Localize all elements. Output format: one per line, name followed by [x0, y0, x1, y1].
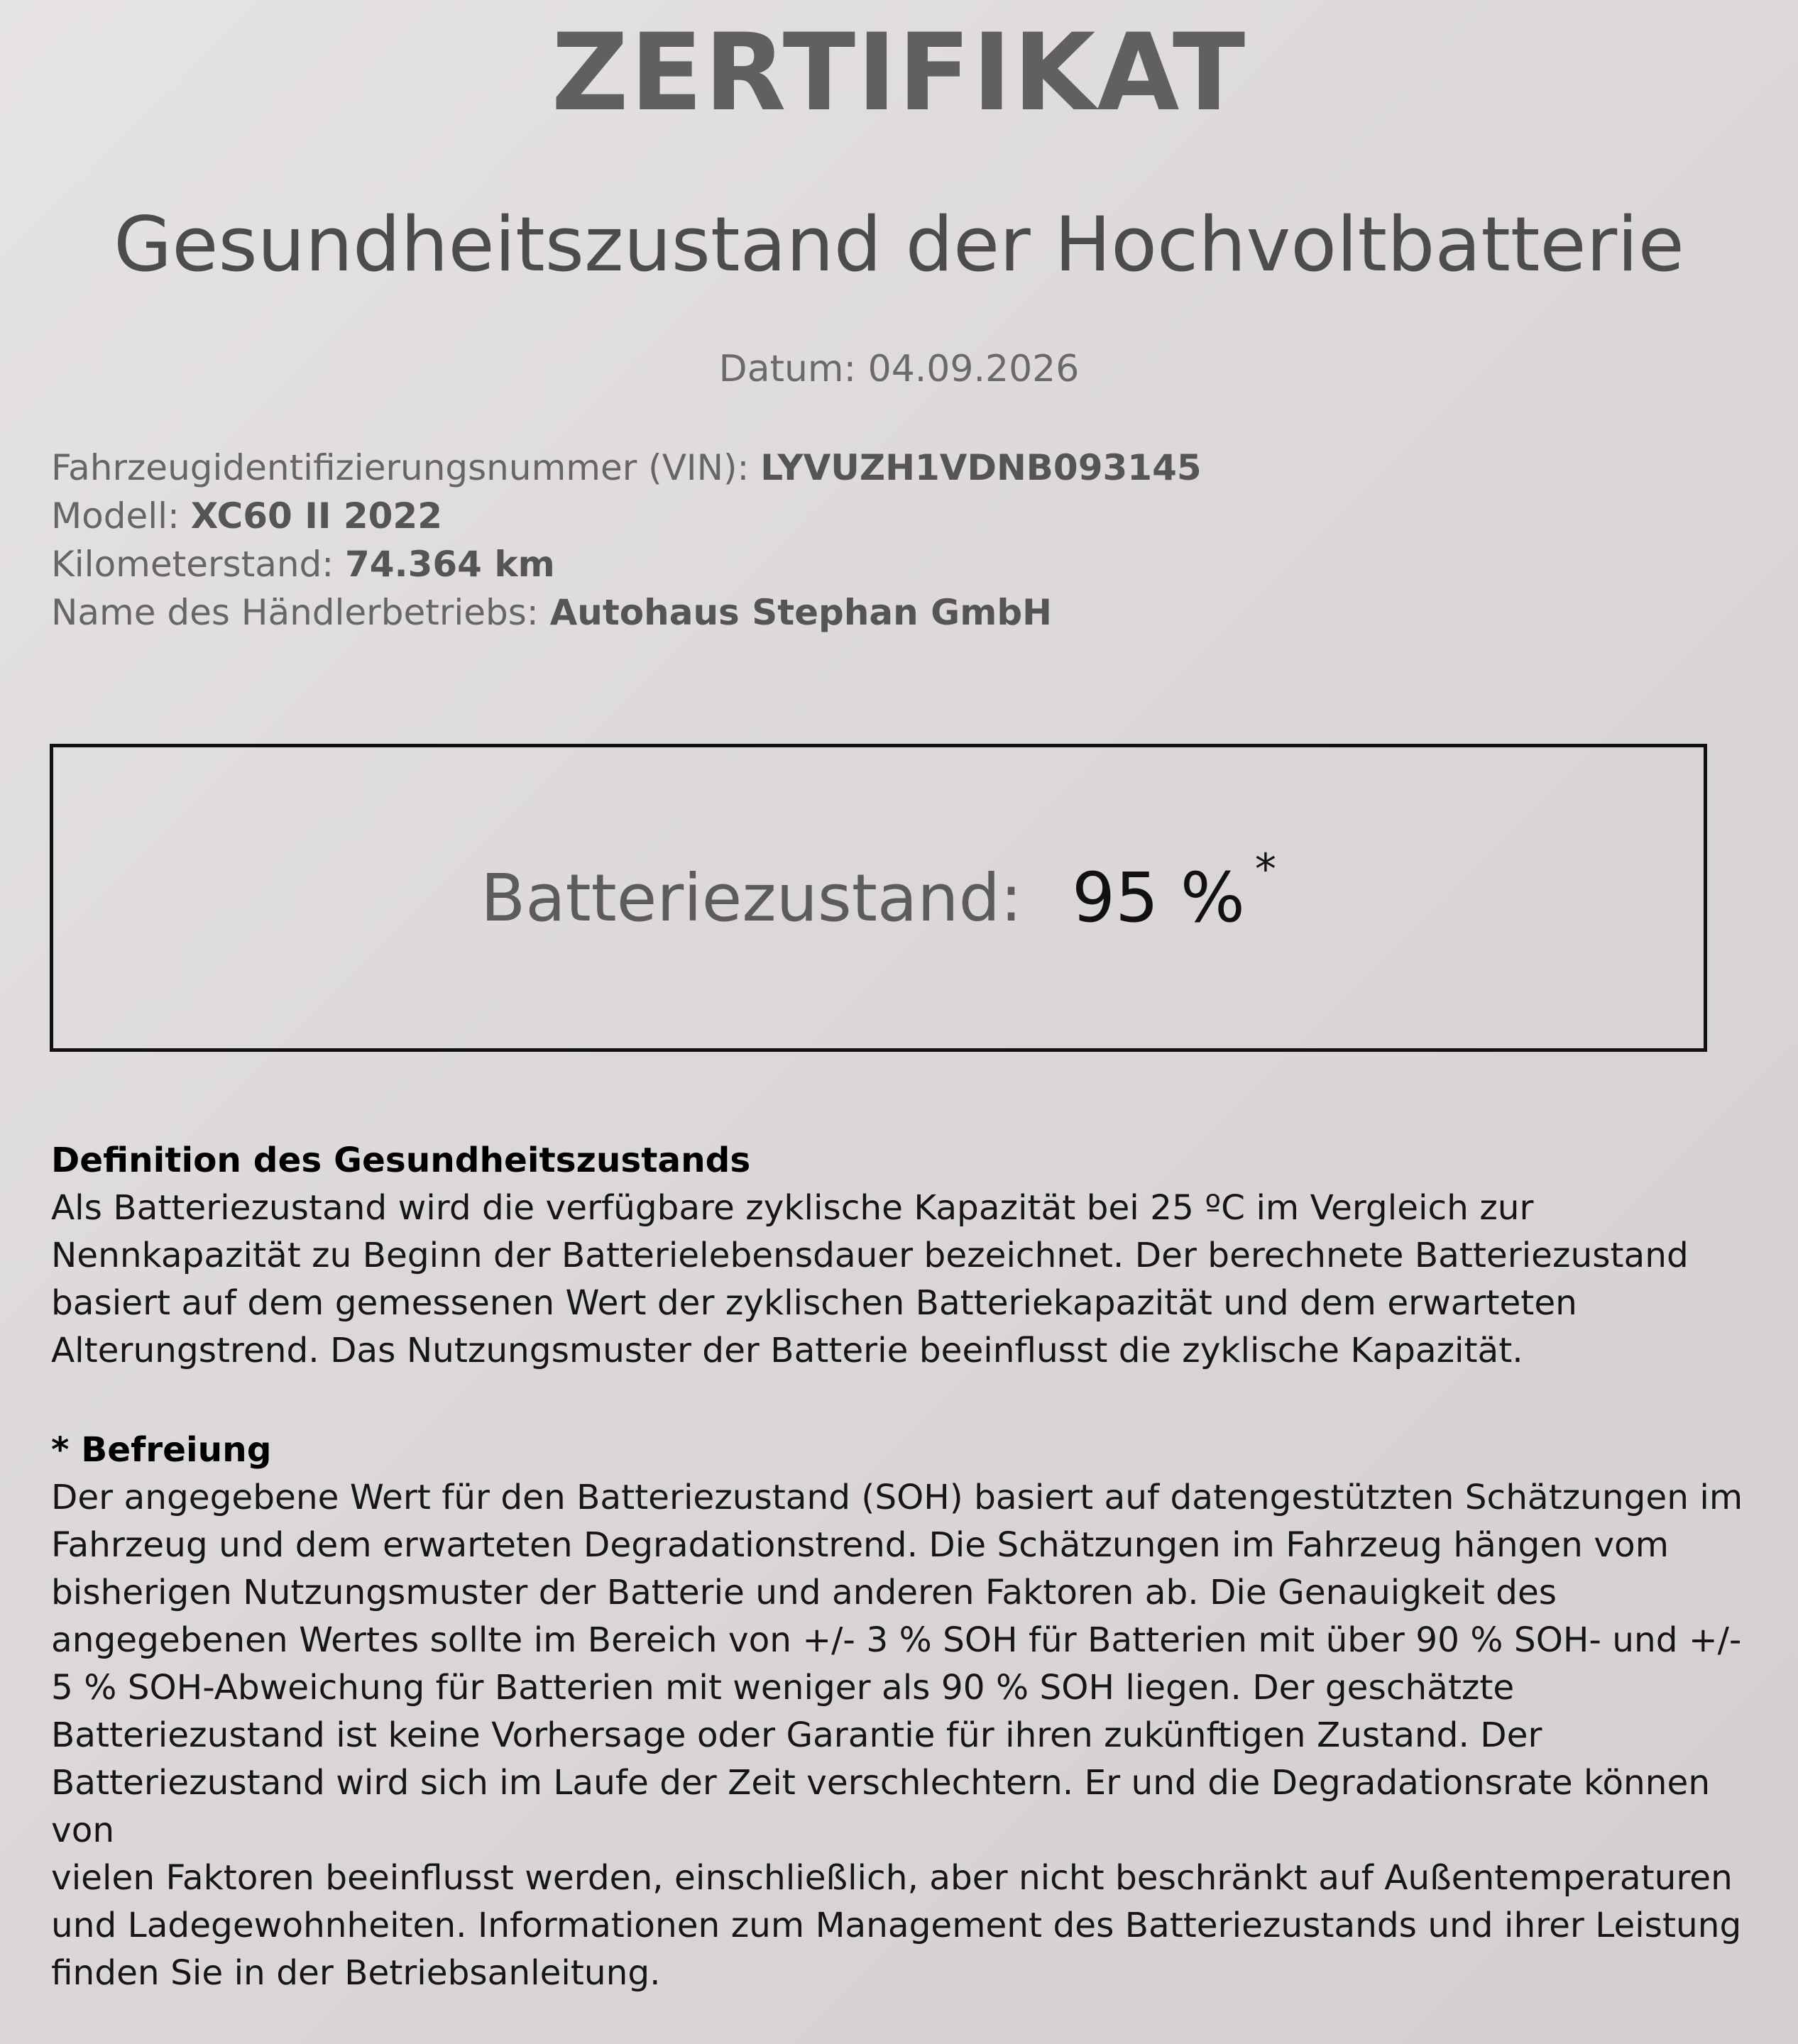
battery-health-label: Batteriezustand: — [481, 859, 1023, 936]
exemption-line: Fahrzeug und dem erwarteten Degradationstrend. Die Schätzungen im Fahrzeug hängen vom — [51, 1525, 1669, 1565]
exemption-line: finden Sie in der Betriebsanleitung. — [51, 1953, 661, 1993]
battery-health-box — [50, 744, 1707, 1052]
model-label: Modell: — [51, 495, 191, 537]
vin-value: LYVUZH1VDNB093145 — [760, 447, 1202, 488]
certificate-date: Datum: 04.09.2026 — [718, 348, 1080, 390]
dealer-value: Autohaus Stephan GmbH — [549, 592, 1052, 633]
definition-line: basiert auf dem gemessenen Wert der zyklischen Batteriekapazität und dem erwarteten — [51, 1283, 1577, 1323]
vehicle-info — [51, 444, 1202, 637]
exemption-line: Batteriezustand wird sich im Laufe der Zeit verschlechtern. Er und die Degradationsrate können von — [51, 1763, 1711, 1850]
exemption-line: Der angegebene Wert für den Batteriezustand (SOH) basiert auf datengestützten Schätzungen im — [51, 1478, 1743, 1517]
exemption-line: 5 % SOH-Abweichung für Batterien mit weniger als 90 % SOH liegen. Der geschätzte — [51, 1668, 1515, 1708]
exemption-line: bisherigen Nutzungsmuster der Batterie und anderen Faktoren ab. Die Genauigkeit des — [51, 1573, 1557, 1612]
definition-section — [51, 1137, 1776, 1375]
footnote-marker: * — [1254, 845, 1276, 894]
model-row — [51, 492, 1202, 540]
battery-health-content — [53, 747, 1704, 1048]
definition-line: Alterungstrend. Das Nutzungsmuster der Batterie beeinflusst die zyklische Kapazität. — [51, 1331, 1523, 1370]
definition-line: Als Batteriezustand wird die verfügbare zyklische Kapazität bei 25 ºC im Vergleich zur — [51, 1188, 1534, 1228]
exemption-heading: * Befreiung — [51, 1430, 272, 1470]
model-value: XC60 II 2022 — [190, 495, 442, 537]
certificate-title: ZERTIFIKAT — [551, 11, 1247, 135]
definition-heading: Definition des Gesundheitszustands — [51, 1141, 751, 1180]
dealer-label: Name des Händlerbetriebs: — [51, 592, 550, 633]
definition-line: Nennkapazität zu Beginn der Batterielebensdauer bezeichnet. Der berechnete Batteriezustand — [51, 1236, 1689, 1275]
exemption-line: und Ladegewohnheiten. Informationen zum Management des Batteriezustands und ihrer Leistung — [51, 1906, 1742, 1945]
exemption-line: angegebenen Wertes sollte im Bereich von +/- 3 % SOH für Batterien mit über 90 % SOH- und +/- — [51, 1620, 1742, 1660]
vin-label: Fahrzeugidentifizierungsnummer (VIN): — [51, 447, 761, 488]
exemption-line: vielen Faktoren beeinflusst werden, einschließlich, aber nicht beschränkt auf Außentemperaturen — [51, 1858, 1733, 1898]
mileage-value: 74.364 km — [345, 544, 555, 585]
certificate-subtitle: Gesundheitszustand der Hochvoltbatterie — [114, 201, 1684, 288]
battery-health-value: 95 % — [1072, 858, 1245, 938]
mileage-row — [51, 540, 1202, 588]
vin-row — [51, 444, 1202, 492]
exemption-line: Batteriezustand ist keine Vorhersage oder Garantie für ihren zukünftigen Zustand. Der — [51, 1715, 1542, 1755]
exemption-section — [51, 1427, 1776, 1997]
dealer-row — [51, 588, 1202, 637]
mileage-label: Kilometerstand: — [51, 544, 346, 585]
